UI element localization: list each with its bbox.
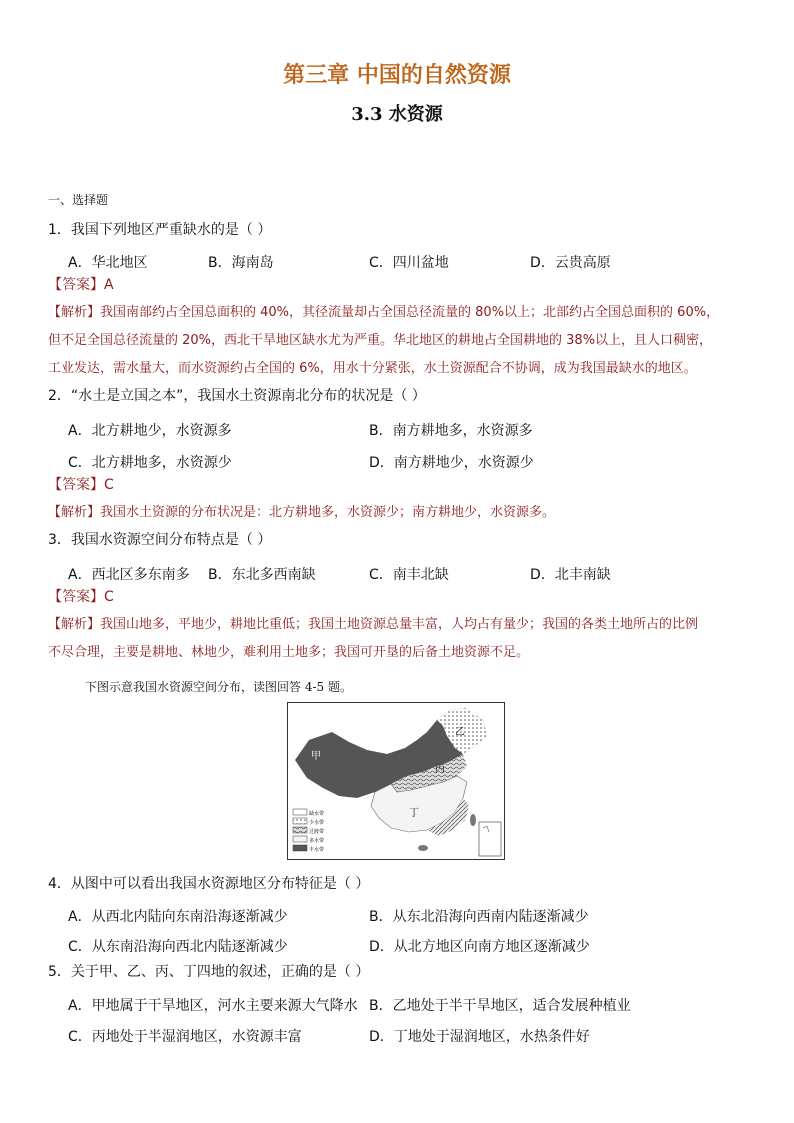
q4-option-b: B．从东北沿海向西南内陆逐渐减少 bbox=[369, 909, 589, 925]
q3-option-d: D．北丰南缺 bbox=[530, 567, 611, 583]
legend-label-1: 缺水带 bbox=[309, 811, 325, 817]
legend-swatch-more bbox=[293, 836, 307, 842]
water-resources-map bbox=[287, 702, 505, 860]
q2-option-c: C．北方耕地多，水资源少 bbox=[68, 455, 232, 471]
taiwan-island bbox=[470, 814, 476, 826]
map-intro-text: 下图示意我国水资源空间分布，读图回答 4-5 题。 bbox=[85, 680, 352, 694]
question-4-stem: 4．从图中可以看出我国水资源地区分布特征是（ ） bbox=[48, 876, 370, 892]
q4-option-c: C．从东南沿海向西北内陆逐渐减少 bbox=[68, 939, 288, 955]
lesson-title: 3.3 水资源 bbox=[351, 104, 443, 125]
map-label-ding: 丁 bbox=[409, 808, 419, 819]
q3-analysis-line-1: 【解析】我国山地多，平地少，耕地比重低；我国土地资源总量丰富，人均占有量少；我国的各类土地所占的比例 bbox=[48, 617, 699, 632]
legend-label-4: 多水带 bbox=[309, 838, 325, 844]
q1-option-b: B．海南岛 bbox=[208, 255, 274, 271]
map-label-yi: 乙 bbox=[455, 727, 465, 738]
q3-option-c: C．南丰北缺 bbox=[369, 567, 449, 583]
q1-option-d: D．云贵高原 bbox=[530, 255, 611, 271]
q2-option-d: D．南方耕地少，水资源少 bbox=[369, 455, 534, 471]
q5-option-d: D．丁地处于湿润地区，水热条件好 bbox=[369, 1029, 590, 1045]
q1-answer: 【答案】A bbox=[48, 277, 114, 293]
q2-option-b: B．南方耕地多，水资源多 bbox=[369, 423, 533, 439]
legend-label-3: 过渡带 bbox=[309, 829, 325, 835]
south-china-sea-inset bbox=[479, 822, 501, 856]
section-heading: 一、选择题 bbox=[48, 193, 109, 207]
q1-option-a: A．华北地区 bbox=[68, 255, 148, 271]
question-1-stem: 1．我国下列地区严重缺水的是（ ） bbox=[48, 222, 272, 238]
q3-analysis-line-2: 不尽合理，主要是耕地、林地少，难利用土地多；我国可开垦的后备土地资源不足。 bbox=[48, 645, 530, 660]
q3-option-a: A．西北区多东南多 bbox=[68, 567, 190, 583]
q4-option-a: A．从西北内陆向东南沿海逐渐减少 bbox=[68, 909, 288, 925]
legend-swatch-low bbox=[293, 818, 307, 824]
q1-analysis-line-2: 但不足全国总径流量的 20%，西北干旱地区缺水尤为严重。华北地区的耕地占全国耕地的 38%以上，且人口稠密， bbox=[48, 333, 713, 348]
map-label-jia: 甲 bbox=[311, 751, 321, 762]
q1-option-c: C．四川盆地 bbox=[369, 255, 449, 271]
legend-swatch-abundant bbox=[293, 845, 307, 851]
q1-analysis-line-3: 工业发达，需水量大，而水资源约占全国的 6%，用水十分紧张，水土资源配合不协调，成为我国最缺水的地区。 bbox=[48, 361, 697, 376]
legend-label-2: 少水带 bbox=[309, 820, 325, 826]
q5-option-c: C．丙地处于半湿润地区，水资源丰富 bbox=[68, 1029, 302, 1045]
q2-analysis-line-1: 【解析】我国水土资源的分布状况是：北方耕地多，水资源少；南方耕地少，水资源多。 bbox=[48, 505, 556, 520]
legend-swatch-arid bbox=[293, 809, 307, 815]
q4-option-d: D．从北方地区向南方地区逐渐减少 bbox=[369, 939, 590, 955]
q2-answer: 【答案】C bbox=[48, 477, 114, 493]
legend-swatch-transition bbox=[293, 827, 307, 833]
q3-answer: 【答案】C bbox=[48, 589, 114, 605]
legend-label-5: 丰水带 bbox=[309, 847, 325, 853]
question-2-stem: 2．“水土是立国之本”，我国水土资源南北分布的状况是（ ） bbox=[48, 388, 426, 404]
hainan-island bbox=[418, 845, 428, 851]
q1-analysis-line-1: 【解析】我国南部约占全国总面积的 40%，其径流量却占全国总径流量的 80%以上；北部约占全国总面积的 60%， bbox=[48, 305, 720, 320]
q5-option-a: A．甲地属于干旱地区，河水主要来源大气降水 bbox=[68, 998, 358, 1014]
chapter-title: 第三章 中国的自然资源 bbox=[283, 63, 511, 88]
question-5-stem: 5．关于甲、乙、丙、丁四地的叙述，正确的是（ ） bbox=[48, 964, 370, 980]
q2-option-a: A．北方耕地少，水资源多 bbox=[68, 423, 232, 439]
q3-option-b: B．东北多西南缺 bbox=[208, 567, 316, 583]
question-3-stem: 3．我国水资源空间分布特点是（ ） bbox=[48, 532, 272, 548]
q5-option-b: B．乙地处于半干旱地区，适合发展种植业 bbox=[369, 998, 631, 1014]
map-label-bing: 丙 bbox=[435, 764, 445, 775]
